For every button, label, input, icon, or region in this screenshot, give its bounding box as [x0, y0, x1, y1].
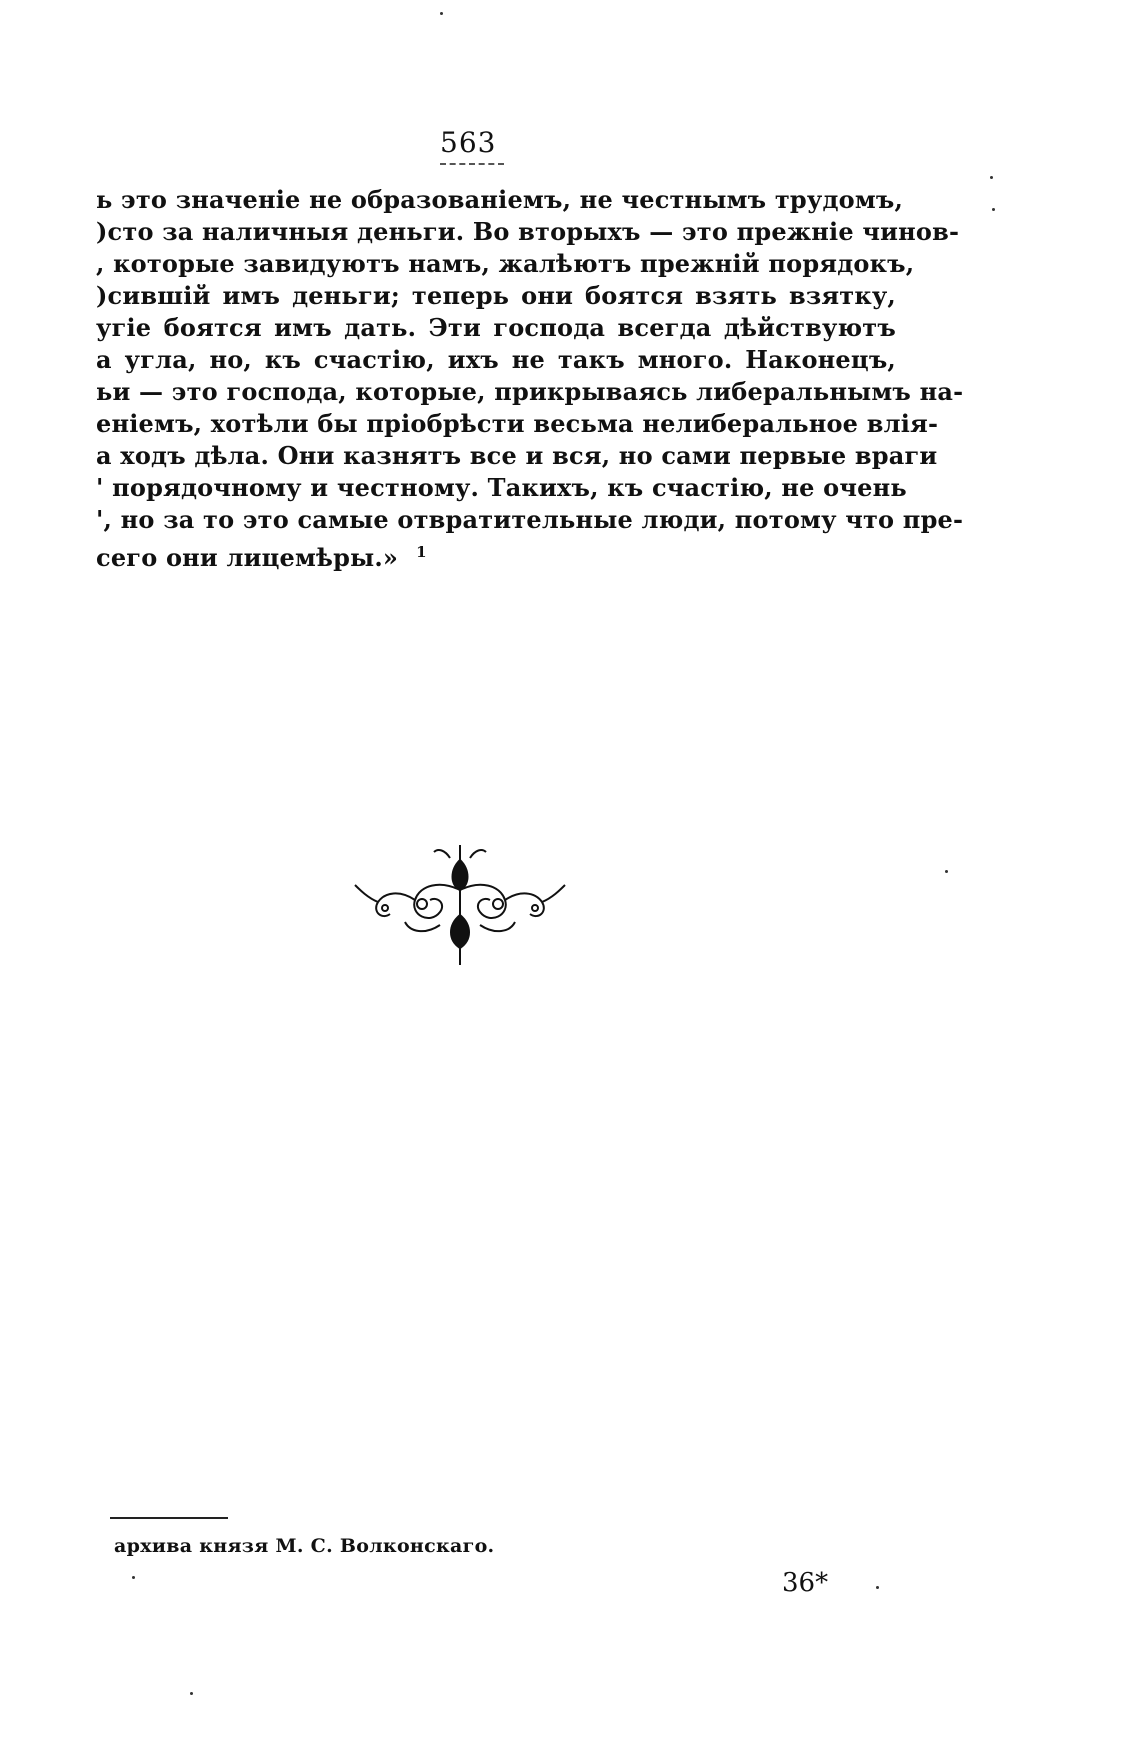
speck: [990, 176, 993, 179]
speck: [945, 870, 948, 873]
text-line-10: ' порядочному и честному. Такихъ, къ счастію, не очень: [96, 473, 907, 502]
text-line-5: угіе боятся имъ дать. Эти господа всегда дѣйствуютъ: [96, 313, 896, 342]
text-line-6: а угла, но, къ счастію, ихъ не такъ много. Наконецъ,: [96, 345, 896, 374]
text-line-7: ьи — это господа, которые, прикрываясь либеральнымъ на-: [96, 377, 964, 406]
text-line-1: ь это значеніе не образованіемъ, не честнымъ трудомъ,: [96, 185, 904, 214]
speck: [132, 1576, 135, 1579]
text-line-8: еніемъ, хотѣли бы пріобрѣсти весьма нелиберальное влія-: [96, 409, 939, 438]
text-line-3: , которые завидуютъ намъ, жалѣютъ прежній порядокъ,: [96, 249, 915, 278]
speck: [876, 1586, 879, 1589]
text-line-4: )сившій имъ деньги; теперь они боятся взять взятку,: [96, 281, 896, 310]
signature-mark: 36*: [782, 1568, 829, 1598]
text-line-11: ', но за то это самые отвратительные люди, потому что пре-: [96, 505, 964, 534]
last-line-text: сего они лицемѣры.»: [96, 543, 399, 572]
speck: [440, 12, 443, 15]
footnote-rule: [110, 1517, 228, 1519]
speck: [190, 1692, 193, 1695]
text-line-12: [96, 536, 896, 572]
speck: [992, 208, 995, 211]
footnote-marker: 1: [416, 543, 427, 561]
footnote: архива князя М. С. Волконскаго.: [114, 1535, 495, 1557]
page-number-rule: [440, 163, 504, 165]
text-line-2: )сто за наличныя деньги. Во вторыхъ — это прежніе чинов-: [96, 217, 960, 246]
page-number: 563: [440, 126, 497, 159]
ornament-icon: [350, 840, 570, 970]
body-text: [96, 184, 964, 572]
text-line-9: а ходъ дѣла. Они казнятъ все и вся, но сами первые враги: [96, 441, 938, 470]
